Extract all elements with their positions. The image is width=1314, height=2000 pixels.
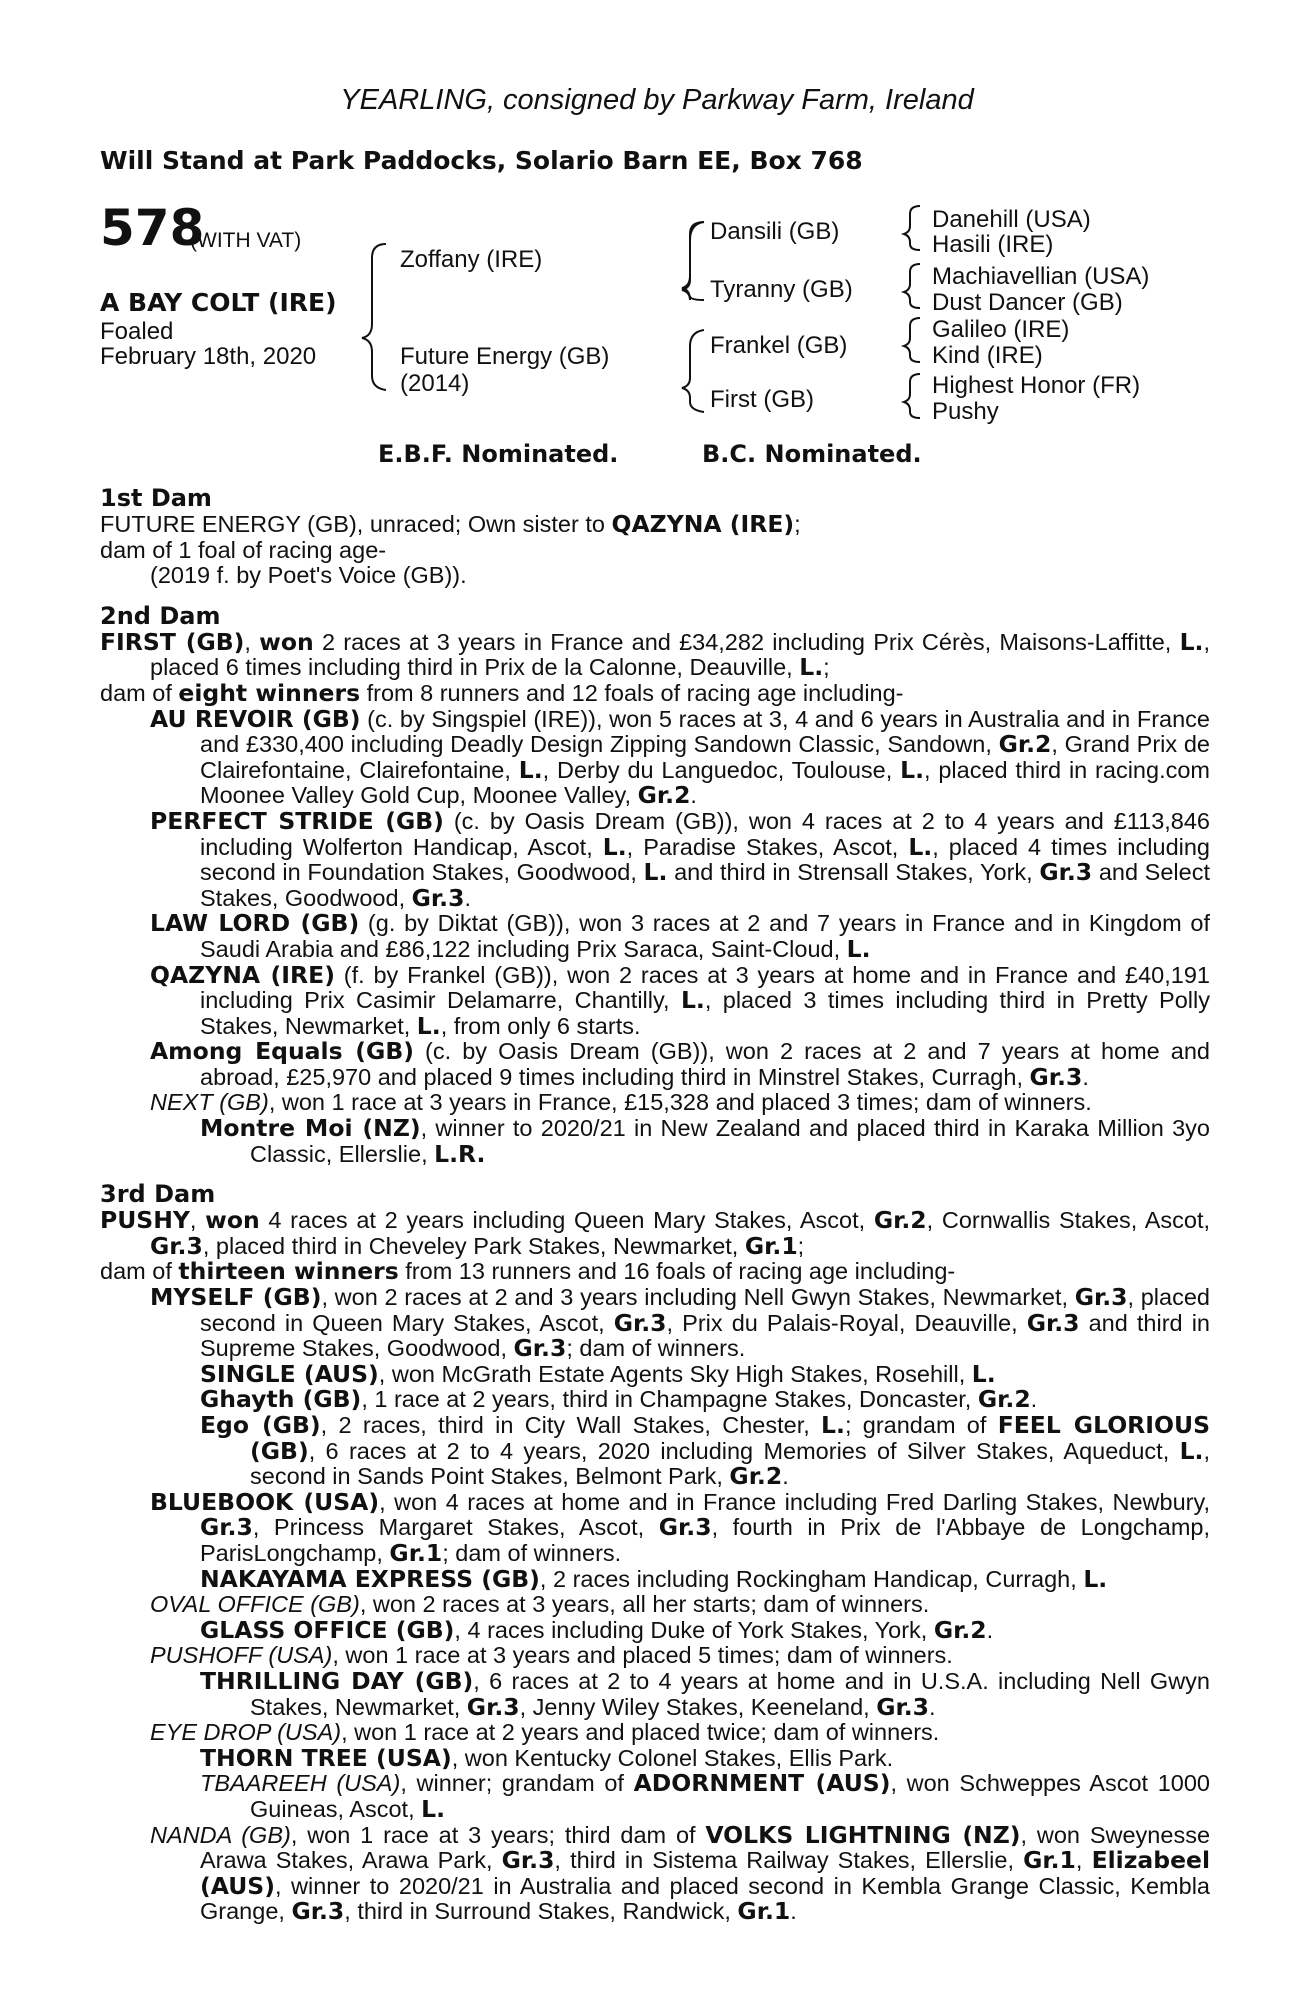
dam-dam: First (GB) [710,386,814,413]
vat-note: (WITH VAT) [190,229,302,252]
first-dam-line: FUTURE ENERGY (GB), unraced; Own sister to QAZYNA (IRE); [100,510,801,538]
pedigree-entry: THRILLING DAY (GB), 6 races at 2 to 4 years at home and in U.S.A. including Nell Gwyn Stakes, Newmarket, Gr.3, Jenny Wiley Stakes, Keeneland, Gr.3. [200,1666,1210,1721]
pedigree-entry: OVAL OFFICE (GB), won 2 races at 3 years, all her starts; dam of winners. [150,1591,930,1618]
pedigree-entry: FIRST (GB), won 2 races at 3 years in France and £34,282 including Prix Cérès, Maisons-Laffitte, L., placed 6 times including third in Prix de la Calonne, Deauville, L.; [100,627,1210,682]
pedigree-entry: PUSHY, won 4 races at 2 years including Queen Mary Stakes, Ascot, Gr.2, Cornwallis Stakes, Ascot, Gr.3, placed third in Cheveley Park Stakes, Newmarket, Gr.1; [100,1206,1211,1260]
pedigree-entry: TBAAREEH (USA), winner; grandam of ADORNMENT (AUS), won Schweppes Ascot 1000 Guineas, Ascot, L. [200,1769,1210,1823]
pedigree-entry: NEXT (GB), won 1 race at 3 years in France, £15,328 and placed 3 times; dam of winners. [150,1089,1092,1116]
pedigree-entry: LAW LORD (GB) (g. by Diktat (GB)), won 3 races at 2 and 7 years in France and in Kingdom of Saudi Arabia and £86,122 including Prix Saraca, Saint-Cloud, L. [150,909,1210,963]
pedigree-entry: THORN TREE (USA), won Kentucky Colonel Stakes, Ellis Park. [200,1743,894,1772]
foaled-date: February 18th, 2020 [100,343,317,370]
pedigree-entry: dam of eight winners from 8 runners and 12 foals of racing age including- [100,678,904,707]
third-dam-text [100,1208,1210,1925]
first-dam-line: dam of 1 foal of racing age- [100,536,387,563]
pedigree-entry: Ghayth (GB), 1 race at 2 years, third in Champagne Stakes, Doncaster, Gr.2. [200,1385,1038,1414]
gg-7: Highest Honor (FR) [932,372,1141,399]
gg-2: Hasili (IRE) [932,231,1054,258]
sire: Zoffany (IRE) [400,246,543,273]
pedigree-entry: Ego (GB), 2 races, third in City Wall Stakes, Chester, L.; grandam of FEEL GLORIOUS (GB), 6 races at 2 to 4 years, 2020 including Memories of Silver Stakes, Aqueduct, L., second in Sands Point Stakes, Belmont Park, Gr.2. [200,1411,1211,1491]
dam-sire: Frankel (GB) [710,332,848,359]
second-dam-heading: 2nd Dam [100,601,221,630]
pedigree-entry: SINGLE (AUS), won McGrath Estate Agents Sky High Stakes, Rosehill, L. [200,1359,996,1388]
first-dam-heading: 1st Dam [100,484,212,512]
pedigree-entry: EYE DROP (USA), won 1 race at 2 years and placed twice; dam of winners. [150,1719,940,1746]
gg-5: Galileo (IRE) [932,316,1070,343]
pedigree-entry: NANDA (GB), won 1 race at 3 years; third dam of VOLKS LIGHTNING (NZ), won Sweynesse Arawa Stakes, Arawa Park, Gr.3, third in Sistema Railway Stakes, Ellerslie, Gr.1, Elizabeel (AUS), winner to 2020/21 in Australia and placed second in Kembla Grange Classic, Kembla Grange, Gr.3, third in Surround Stakes, Randwick, Gr.1. [150,1820,1211,1926]
pedigree-entry: MYSELF (GB), won 2 races at 2 and 3 years including Nell Gwyn Stakes, Newmarket, Gr.3, placed second in Queen Mary Stakes, Ascot, Gr.3, Prix du Palais-Royal, Deauville, Gr.3 and third in Supreme Stakes, Goodwood, Gr.3; dam of winners. [150,1283,1210,1363]
sire-sire: Dansili (GB) [710,218,840,245]
pedigree-entry: GLASS OFFICE (GB), 4 races including Duke of York Stakes, York, Gr.2. [200,1615,994,1644]
pedigree-entry: PUSHOFF (USA), won 1 race at 3 years and placed 5 times; dam of winners. [150,1642,953,1669]
gg-6: Kind (IRE) [932,342,1043,369]
pedigree-entry: AU REVOIR (GB) (c. by Singspiel (IRE)), won 5 races at 3, 4 and 6 years in Australia and in France and £330,400 including Deadly Design Zipping Sandown Classic, Sandown, Gr.2, Grand Prix de Clairefontaine, Clairefontaine, L., Derby du Languedoc, Toulouse, L., placed third in racing.com Moonee Valley Gold Cup, Moonee Valley, Gr.2. [150,704,1210,810]
pedigree-entry: Among Equals (GB) (c. by Oasis Dream (GB)), won 2 races at 2 and 7 years at home and abroad, £25,970 and placed 9 times including third in Minstrel Stakes, Curragh, Gr.3. [150,1037,1211,1091]
second-dam-text [100,627,1211,1168]
pedigree-entry: BLUEBOOK (USA), won 4 races at home and in France including Fred Darling Stakes, Newbury, Gr.3, Princess Margaret Stakes, Ascot, Gr.3, fourth in Prix de l'Abbaye de Longchamp, ParisLongchamp, Gr.1; dam of winners. [150,1487,1210,1567]
pedigree-entry: QAZYNA (IRE) (f. by Frankel (GB)), won 2 races at 3 years at home and in France and £40,191 including Prix Casimir Delamarre, Chantilly, L., placed 3 times including third in Pretty Polly Stakes, Newmarket, L., from only 6 starts. [150,960,1210,1040]
first-dam-line: (2019 f. by Poet's Voice (GB)). [150,562,467,589]
dam-year: (2014) [400,370,470,397]
pedigree-table [0,0,1314,460]
gg-4: Dust Dancer (GB) [932,289,1123,316]
foaled-label: Foaled [100,318,174,345]
pedigree-entry: Montre Moi (NZ), winner to 2020/21 in New Zealand and placed third in Karaka Million 3yo Classic, Ellerslie, L.R. [200,1114,1210,1168]
gg-8: Pushy [932,398,999,425]
pedigree-entry: PERFECT STRIDE (GB) (c. by Oasis Dream (GB)), won 4 races at 2 to 4 years and £113,846 including Wolferton Handicap, Ascot, L., Paradise Stakes, Ascot, L., placed 4 times including second in Foundation Stakes, Goodwood, L. and third in Strensall Stakes, York, Gr.3 and Select Stakes, Goodwood, Gr.3. [150,806,1211,912]
gg-3: Machiavellian (USA) [932,263,1150,290]
pedigree-entry: NAKAYAMA EXPRESS (GB), 2 races including Rockingham Handicap, Curragh, L. [200,1564,1108,1593]
third-dam-heading: 3rd Dam [100,1180,216,1209]
ebf-nominated: E.B.F. Nominated. [378,440,619,468]
consignment-line: YEARLING, consigned by Parkway Farm, Ireland [340,84,974,116]
first-dam-text [100,512,1210,589]
gg-1: Danehill (USA) [932,206,1091,233]
pedigree-entry: dam of thirteen winners from 13 runners and 16 foals of racing age including- [100,1257,956,1286]
stand-location: Will Stand at Park Paddocks, Solario Barn EE, Box 768 [100,146,863,175]
dam: Future Energy (GB) [400,343,610,370]
sire-dam: Tyranny (GB) [710,276,853,303]
bc-nominated: B.C. Nominated. [702,440,922,468]
lot-description: A BAY COLT (IRE) [100,288,337,317]
dam-sections [100,485,1210,1925]
lot-number: 578 [100,199,205,257]
